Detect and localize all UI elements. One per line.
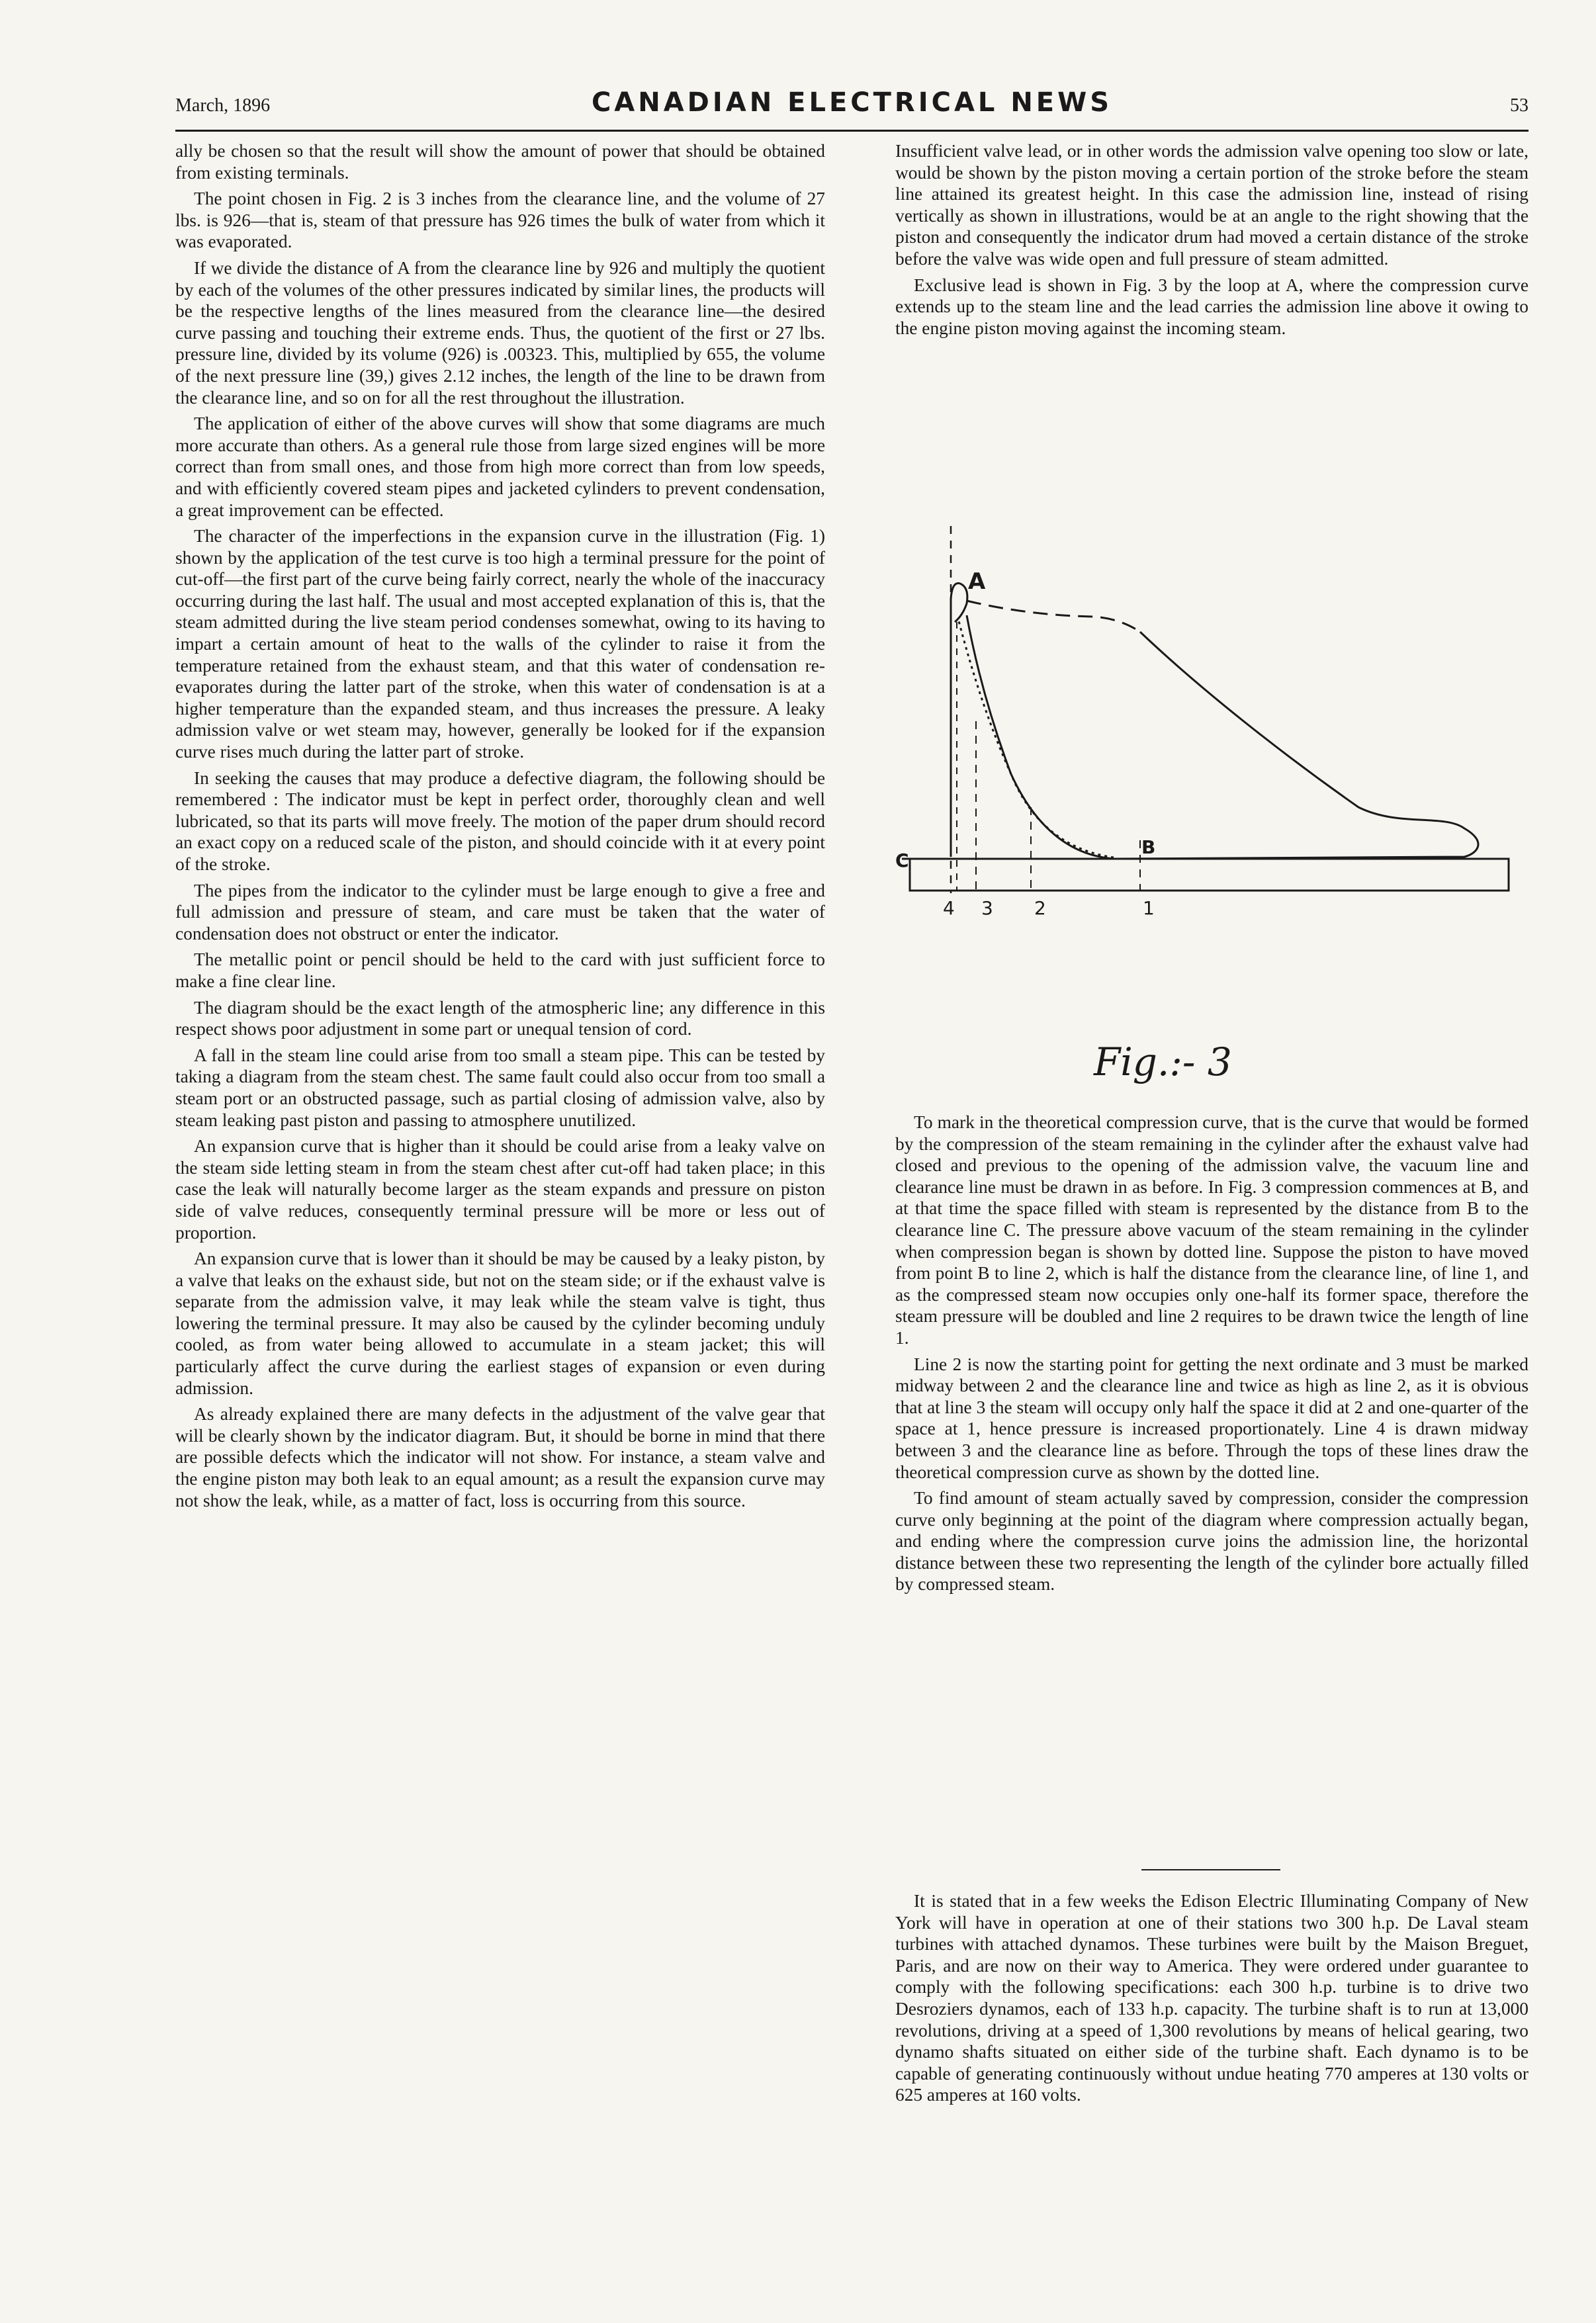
paragraph: As already explained there are many defects in the adjustment of the valve gear that will be clearly shown by the indicator diagram. But, it should be borne in mind that there are possible defects which the indicator will not show. For instance, a steam valve and the engine piston may both leak to an equal amount; as a result the expansion curve may not show the leak, while, as a matter of fact, loss is occurring from this source.: [175, 1404, 825, 1511]
page-number: 53: [1510, 95, 1529, 116]
atmospheric-line-box: [910, 859, 1509, 891]
paragraph: To mark in the theoretical compression curve, that is the curve that would be formed by the compression of the steam remaining in the cylinder after the exhaust valve had closed and previous to the opening of the admission valve, the vacuum line and clearance line must be drawn in as before. In Fig. 3 compression commences at B, and at that time the space filled with steam is represented by the distance from B to the clearance line C. The pressure above vacuum of the steam remaining in the cylinder when compression began is shown by dotted line. Suppose the piston to have moved from point B to line 2, which is half the distance from the clearance line, of line 1, and as the compressed steam now occupies only one-half its former space, therefore the steam pressure will be doubled and line 2 requires to be drawn twice the length of line 1.: [895, 1112, 1529, 1348]
label-b: B: [1141, 836, 1156, 858]
section-divider: [1141, 1869, 1280, 1870]
paragraph: ally be chosen so that the result will show the amount of power that should be obtained from existing terminals.: [175, 141, 825, 183]
paragraph: Line 2 is now the starting point for getting the next ordinate and 3 must be marked midway between 2 and the clearance line and twice as high as line 2, as it is obvious that at line 3 the steam will occupy only half the space it did at 2 and one-quarter of the space at 1, hence pressure is increased proportionately. Line 4 is drawn midway between 3 and the clearance line as before. Through the tops of these lines draw the theoretical compression curve as shown by the dotted line.: [895, 1354, 1529, 1482]
paragraph: An expansion curve that is lower than it should be may be caused by a leaky piston, by a valve that leaks on the exhaust side, but not on the steam side; or if the exhaust valve is separate from the admission valve, it may leak while the steam valve is tight, thus lowering the terminal pressure. It may also be caused by the cylinder becoming unduly cooled, as from water being allowed to accumulate in a steam jacket; this will particularly affect the curve during the earliest stages of expansion or even during admission.: [175, 1249, 825, 1398]
diagram-svg: [895, 523, 1529, 1092]
paragraph: In seeking the causes that may produce a defective diagram, the following should be remembered : The indicator must be kept in perfect order, thoroughly clean and well lubricated, so that its parts will move freely. The motion of the paper drum should record an exact copy on a reduced scale of the piston, and should coincide with it at every point of the stroke.: [175, 767, 825, 874]
label-2: 2: [1034, 897, 1046, 919]
issue-date: March, 1896: [175, 95, 271, 116]
expansion-curve: [1114, 632, 1478, 859]
paragraph: The diagram should be the exact length of the atmospheric line; any difference in this respect shows poor adjustment in some part or unequal tension of cord.: [175, 997, 825, 1039]
paragraph: A fall in the steam line could arise from too small a steam pipe. This can be tested by taking a diagram from the steam chest. The same fault could also occur from too small a steam port or an obstructed passage, such as partial closing of admission valve, also by steam leaking past piston and passing to atmosphere unutilized.: [175, 1045, 825, 1130]
steam-line: [967, 601, 1140, 632]
theoretical-compression-curve: [958, 619, 1114, 857]
paragraph: The character of the imperfections in the expansion curve in the illustration (Fig. 1) shown by the application of the test curve is too high a terminal pressure for the point of cut-off—the first part of the curve being fairly correct, nearly the whole of the inaccuracy occurring during the last half. The usual and most accepted explanation of this is, that the steam admitted during the live steam period condenses somewhat, owing to its having to impart a certain amount of heat to the walls of the cylinder to raise it from the temperature retained from the exhaust steam, and that this water of condensation re-evaporates during the latter part of the stroke, when this water of condensation is at a higher temperature than the expanded steam, and thus increases the pressure. A leaky admission valve or wet steam may, however, generally be looked for if the expansion curve rises much during the latter part of stroke.: [175, 526, 825, 762]
admission-loop: [951, 583, 967, 857]
paragraph: It is stated that in a few weeks the Edison Electric Illuminating Company of New York will have in operation at one of their stations two 300 h.p. De Laval steam turbines with attached dynamos. These turbines were built by the Maison Breguet, Paris, and are now on their way to America. They were ordered under guarantee to comply with the following specifications: each 300 h.p. turbine is to drive two Desroziers dynamos, each of 133 h.p. capacity. The turbine shaft is to run at 13,000 revolutions, driving at a speed of 1,300 revolutions by means of helical gearing, two dynamo shafts situated on either side of the turbine shaft. Each dynamo is to be capable of generating continuously without undue heating 770 amperes at 130 volts or 625 amperes at 160 volts.: [895, 1891, 1529, 2105]
paragraph: The point chosen in Fig. 2 is 3 inches from the clearance line, and the volume of 27 lbs. is 926—that is, steam of that pressure has 926 times the bulk of water from which it was evaporated.: [175, 189, 825, 252]
label-3: 3: [981, 897, 993, 919]
paragraph: Insufficient valve lead, or in other words the admission valve opening too slow or late, would be shown by the piston moving a certain portion of the stroke before the steam line attained its greatest height. In this case the admission line, instead of rising vertically as shown in illustrations, would be at an angle to the right showing that the piston and consequently the indicator drum had moved a certain distance of the stroke before the valve was wide open and full pressure of steam admitted.: [895, 141, 1529, 269]
fig-3-indicator-diagram: [895, 523, 1529, 1092]
label-4: 4: [943, 897, 955, 919]
publication-title: CANADIAN ELECTRICAL NEWS: [591, 87, 1113, 118]
paragraph: An expansion curve that is higher than it should be could arise from a leaky valve on the steam side letting steam in from the steam chest after cut-off had taken place; in this case the leak will naturally become larger as the steam expands and pressure on piston side of valve reduces, consequently terminal pressure will be more or less out of proportion.: [175, 1136, 825, 1243]
right-column-top: [895, 140, 1529, 343]
paragraph: The pipes from the indicator to the cylinder must be large enough to give a free and full admission and pressure of steam, and care must be taken that the water of condensation does not obstruct or enter the indicator.: [175, 880, 825, 943]
figure-caption: Fig.:- 3: [1094, 1039, 1232, 1084]
news-item-edison-turbines: [895, 1890, 1529, 2111]
paragraph: To find amount of steam actually saved by compression, consider the compression curve only beginning at the point of the diagram where compression actually began, and ending where the compression curve joins the admission line, the horizontal distance between these two representing the length of the cylinder bore actually filled by compressed steam.: [895, 1488, 1529, 1595]
paragraph: If we divide the distance of A from the clearance line by 926 and multiply the quotient by each of the volumes of the other pressures indicated by similar lines, the products will be the respective lengths of the lines measured from the clearance line—the desired curve passing and touching their extreme ends. Thus, the quotient of the first or 27 lbs. pressure line, divided by its volume (926) is .00323. This, multiplied by 655, the volume of the next pressure line (39,) gives 2.12 inches, the length of the line to be drawn from the clearance line, and so on for all the rest throughout the illustration.: [175, 257, 825, 408]
right-column-bottom: [895, 1112, 1529, 1600]
label-a: A: [968, 568, 986, 595]
header-rule: [175, 130, 1529, 132]
left-column: [175, 140, 825, 1516]
page-header: [175, 86, 1529, 123]
paragraph: The application of either of the above curves will show that some diagrams are much more accurate than others. As a general rule those from large sized engines will be more correct than from small ones, and those from high more correct than from low speeds, and with efficiently covered steam pipes and jacketed cylinders to prevent condensation, a great improvement can be effected.: [175, 414, 825, 520]
label-1: 1: [1143, 897, 1155, 919]
paragraph: The metallic point or pencil should be held to the card with just sufficient force to make a fine clear line.: [175, 949, 825, 991]
compression-curve: [967, 615, 1114, 859]
label-c: C: [895, 850, 909, 871]
paragraph: Exclusive lead is shown in Fig. 3 by the loop at A, where the compression curve extends up to the steam line and the lead carries the admission line above it owing to the engine piston moving against the incoming steam.: [895, 275, 1529, 338]
